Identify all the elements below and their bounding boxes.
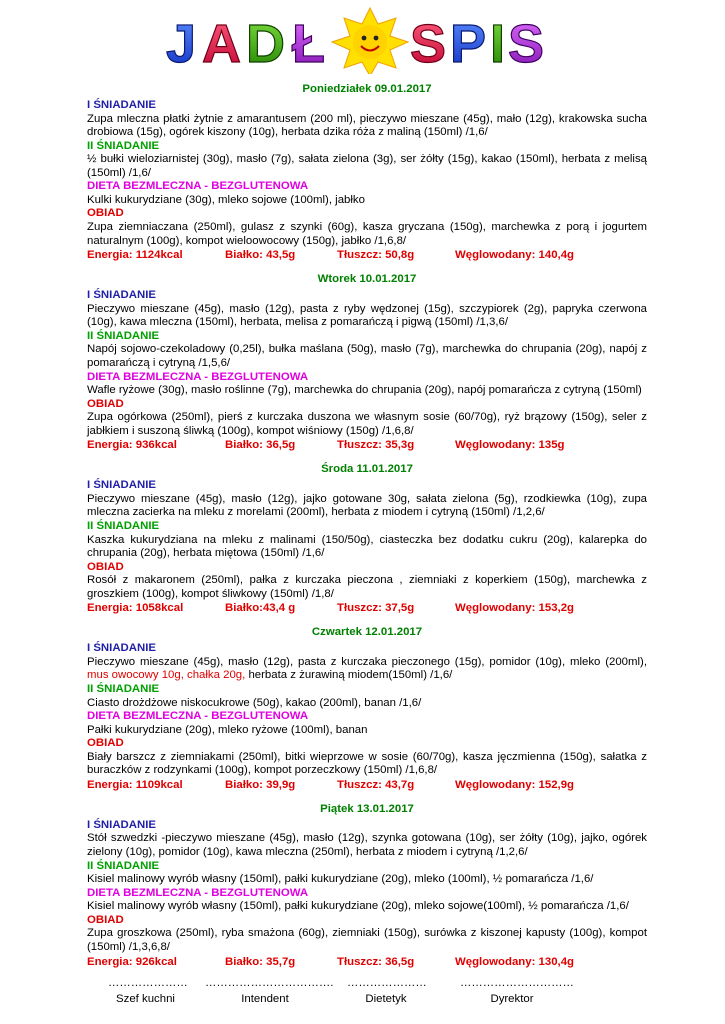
signature-label: Szef kuchni [116,993,175,1005]
meal-heading: II ŚNIADANIE [87,683,160,696]
carbs-value: Węglowodany: 140,4g [455,249,574,262]
day-title: Poniedziałek 09.01.2017 [302,83,432,95]
svg-text:A: A [202,14,241,74]
meal-text: Pieczywo mieszane (45g), masło (12g), pasta z kurczaka pieczonego (15g), pomidor (10g), mleko (200ml), [87,655,647,668]
meal-heading: OBIAD [87,913,124,926]
meal-description [87,832,647,859]
meal-text: Pieczywo mieszane (45g), masło (12g), jajko gotowane 30g, sałata zielona (5g), rzodkiewka (10g), zupa mleczna zacierka na mleku z morelami (200ml), herbata z miodem i cytryną (150ml) /1,2,6/ [87,492,647,519]
meal-description [87,384,647,398]
meal-description [87,411,647,438]
protein-value: Białko: 43,5g [225,249,296,262]
meal-description [87,900,647,914]
meal-text: Zupa ogórkowa (250ml), pierś z kurczaka duszona we własnym sosie (60/70g), ryż brązowy (150g), seler z jabłkiem i suszoną śliwką (100g), kompot wiśniowy (150g) /1,6,8/ [87,411,647,437]
signature-line: ………………………… [460,977,574,989]
day-block [87,272,647,452]
meal-heading: OBIAD [87,207,124,220]
signature-line: ………………… [108,977,188,989]
signature-dietetyk [347,977,425,1006]
meal-description [87,656,647,683]
sun-icon [332,8,408,74]
meal-heading: II ŚNIADANIE [87,859,160,872]
nutrition-summary [87,248,647,262]
nutrition-summary [87,778,647,792]
day-title: Czwartek 12.01.2017 [311,626,423,639]
meal-heading: I ŚNIADANIE [87,289,156,302]
meal-text: Kaszka kukurydziana na mleku z malinami (150/50g), ciasteczka bez dodatku cukru (20g), kalarepka do chrupania (20g), herbata miętowa (150ml) /1,6/ [87,533,647,560]
carbs-value: Węglowodany: 130,4g [455,955,574,968]
meal-text: ½ bułki wieloziarnistej (30g), masło (7g), sałata zielona (3g), ser żółty (15g), kakao (150ml), herbata z melisą (150ml) /1,6/ [87,153,647,179]
signature-label: Dyrektor [490,993,534,1005]
signature-line: ……………………………. [205,977,334,989]
meal-text: Kisiel malinowy wyrób własny (150ml), pałki kukurydziane (20g), mleko (100ml), ½ pomarańcza /1,6/ [87,873,594,886]
meal-heading: I ŚNIADANIE [87,642,156,655]
meal-description [87,493,647,520]
carbs-value: Węglowodany: 152,9g [455,778,574,791]
meal-text: Biały barszcz z ziemniakami (250ml), bitki wieprzowe w sosie (60/70g), kasza jęczmienna (150g), sałatka z buraczków z rodzynkami (100g), kompot porzeczkowy (150ml) /1,6,8/ [87,750,647,777]
energy-value: Energia: 1124kcal [87,249,183,262]
meal-heading: I ŚNIADANIE [87,818,156,831]
signature-szef-kuchni [108,977,188,1006]
meal-heading: I ŚNIADANIE [87,479,156,492]
meal-text: Wafle ryżowe (30g), masło roślinne (7g), marchewka do chrupania (20g), napój pomarańcza z cytryną (150ml) [87,384,642,397]
meal-heading: II ŚNIADANIE [87,520,160,532]
svg-text:P: P [450,14,487,74]
day-block [87,462,647,615]
nutrition-summary [87,601,647,615]
fat-value: Tłuszcz: 36,5g [337,955,415,968]
meal-text: Pieczywo mieszane (45g), masło (12g), pasta z ryby wędzonej (15g), szczypiorek (2g), papryka czerwona (10g), kawa mleczna (150ml), herbata, melisa z pomarańczą i pigwą (150ml) /1,3,6/ [87,302,647,329]
menu-content [87,80,647,979]
signature-dyrektor [460,977,574,1006]
meal-text: Pałki kukurydziane (20g), mleko ryżowe (100ml), banan [87,723,368,736]
meal-heading: II ŚNIADANIE [87,139,160,152]
svg-text:Ł: Ł [292,14,325,74]
meal-text: Ciasto drożdżowe niskocukrowe (50g), kakao (200ml), banan /1,6/ [87,696,422,709]
meal-text: Zupa groszkowa (250ml), ryba smażona (60g), ziemniaki (150g), surówka z kiszonej kapusty (100g), kompot (150ml) /1,3,6,8/ [87,927,647,953]
meal-text: Stół szwedzki -pieczywo mieszane (45g), masło (12g), szynka gotowana (10g), ser żółty (10g), jajko, ogórek zielony (10g), pomidor (10g), kawa mleczna (250ml), herbata z miodem i cytryną /1,2,6/ [87,832,647,859]
day-title: Wtorek 10.01.2017 [317,273,417,286]
meal-heading: DIETA BEZMLECZNA - BEZGLUTENOWA [87,886,309,899]
meal-description [87,221,647,248]
protein-value: Białko: 35,7g [225,955,296,968]
carbs-value: Węglowodany: 153,2g [455,602,574,615]
carbs-value: Węglowodany: 135g [455,439,565,452]
protein-value: Białko: 36,5g [225,439,296,452]
meal-heading: DIETA BEZMLECZNA - BEZGLUTENOWA [87,710,309,723]
nutrition-summary [87,955,647,969]
signature-label: Dietetyk [365,993,407,1005]
day-title: Piątek 13.01.2017 [320,802,414,815]
meal-description [87,534,647,561]
highlighted-text: mus owocowy 10g, chałka 20g, [87,669,246,682]
meal-description [87,927,647,954]
energy-value: Energia: 926kcal [87,955,177,968]
signature-intendent [205,977,334,1006]
day-block [87,802,647,969]
meal-text: Kulki kukurydziane (30g), mleko sojowe (100ml), jabłko [87,193,365,206]
meal-heading: OBIAD [87,737,124,750]
fat-value: Tłuszcz: 50,8g [337,249,415,262]
meal-heading: II ŚNIADANIE [87,329,160,342]
meal-heading: DIETA BEZMLECZNA - BEZGLUTENOWA [87,370,309,383]
meal-description [87,303,647,330]
svg-text:S: S [508,14,545,74]
day-block [87,82,647,262]
meal-description [87,194,647,208]
meal-text: Zupa mleczna płatki żytnie z amarantusem (200 ml), pieczywo mieszane (45g), mało (12g), krakowska sucha drobiowa (15g), ogórek kiszony (10g), herbata dzika róża z maliną (150ml) /1,6/ [87,112,647,139]
meal-text: Kisiel malinowy wyrób własny (150ml), pałki kukurydziane (20g), mleko sojowe(100ml), ½ pomarańcza /1,6/ [87,900,629,913]
fat-value: Tłuszcz: 35,3g [337,439,415,452]
nutrition-summary [87,438,647,452]
meal-description [87,724,647,738]
svg-text:S: S [410,14,447,74]
signature-label: Intendent [241,993,289,1005]
meal-description [87,697,647,711]
meal-text: Zupa ziemniaczana (250ml), gulasz z szynki (60g), kasza gryczana (150g), marchewka z porą i jogurtem naturalnym (100g), kompot wieloowocowy (150g), jabłko /1,6,8/ [87,220,647,247]
energy-value: Energia: 1109kcal [87,778,183,791]
day-title: Środa 11.01.2017 [321,463,413,476]
protein-value: Białko: 39,9g [225,778,296,791]
svg-text:D: D [246,14,285,74]
svg-text:J: J [166,14,197,74]
meal-text: Rosół z makaronem (250ml), pałka z kurczaka pieczona , ziemniaki z koperkiem (150g), marchewka z groszkiem (100g), kompot śliwkowy (150ml) /1,8/ [87,574,647,600]
signature-row [0,977,725,1017]
energy-value: Energia: 1058kcal [87,602,184,615]
meal-description [87,873,647,887]
day-block [87,625,647,792]
meal-description [87,153,647,180]
meal-heading: OBIAD [87,560,124,573]
signature-line: ………………… [347,977,427,989]
meal-description [87,343,647,370]
meal-description [87,113,647,140]
meal-text: Napój sojowo-czekoladowy (0,25l), bułka maślana (50g), masło (7g), marchewka do chrupania (20g), napój z pomarańczą i cytryną /1,5,6/ [87,343,647,369]
meal-heading: DIETA BEZMLECZNA - BEZGLUTENOWA [87,180,309,193]
energy-value: Energia: 936kcal [87,439,177,452]
protein-value: Białko:43,4 g [225,602,296,615]
fat-value: Tłuszcz: 37,5g [337,602,415,615]
jadlospis-logo [158,6,558,74]
meal-text: herbata z żurawiną miodem(150ml) /1,6/ [245,669,453,682]
fat-value: Tłuszcz: 43,7g [337,778,415,791]
meal-description [87,751,647,778]
meal-heading: OBIAD [87,397,124,410]
meal-description [87,574,647,601]
meal-heading: I ŚNIADANIE [87,99,156,111]
svg-text:I: I [490,14,506,74]
